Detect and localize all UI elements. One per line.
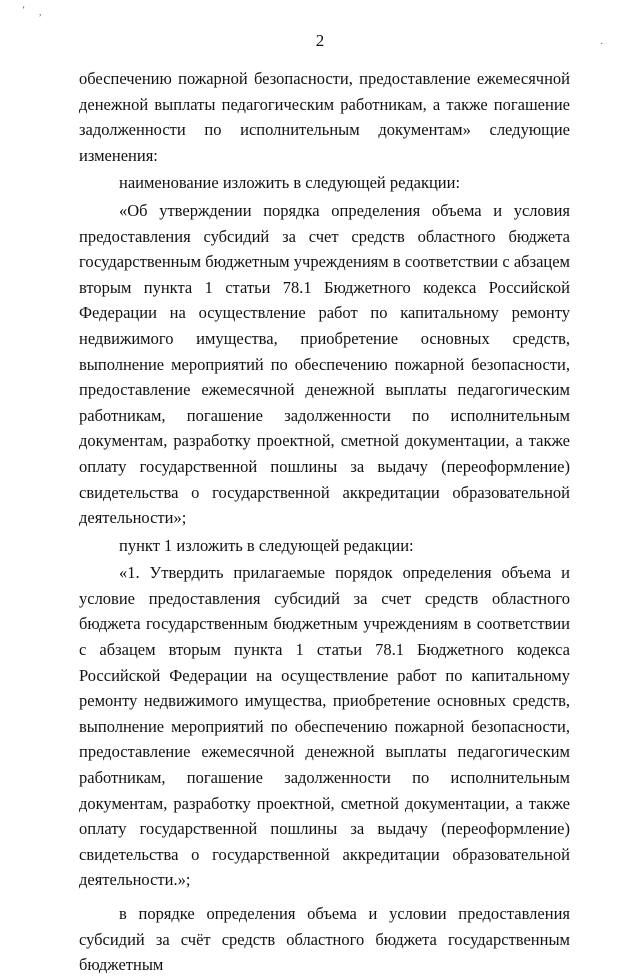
document-body [79, 66, 570, 978]
paragraph-procedure: в порядке определения объема и условии предоставления субсидий за счёт средств областного бюджета государственным бюджетным [79, 904, 570, 975]
scan-mark: · [600, 39, 604, 50]
scan-mark: ‘ [22, 5, 26, 16]
scan-mark: , [39, 7, 42, 18]
paragraph-continuation: обеспечению пожарной безопасности, предоставление ежемесячной денежной выплаты педагогическим работникам, а также погашение задолженности по исполнительным документам» следующие изменения: [79, 69, 570, 165]
paragraph-clause-text: «1. Утвердить прилагаемые порядок определения объема и условие предоставления субсидий за счет средств областного бюджета государственным бюджетным учреждениям в соответствии с абзацем вторым пункта 1 статьи 78.1 Бюджетного кодекса Российской Федерации на осуществление работ по капитальному ремонту недвижимого имущества, приобретение основных средств, выполнение мероприятий по обеспечению пожарной безопасности, предоставление ежемесячной денежной выплаты педагогическим работникам, погашение задолженности по исполнительным документам, разработку проектной, сметной документации, а также оплату государственной пошлины за выдачу (переоформление) свидетельства о государственной аккредитации образовательной деятельности.»; [79, 563, 570, 890]
paragraph-title-instruction: наименование изложить в следующей редакции: [119, 173, 461, 193]
paragraph-new-title: «Об утверждении порядка определения объема и условия предоставления субсидий за счет средств областного бюджета государственным бюджетным учреждениям в соответствии с абзацем вторым пункта 1 статьи 78.1 Бюджетного кодекса Российской Федерации на осуществление работ по капитальному ремонту недвижимого имущества, приобретение основных средств, выполнение мероприятий по обеспечению пожарной безопасности, предоставление ежемесячной денежной выплаты педагогическим работникам, погашение задолженности по исполнительным документам, разработку проектной, сметной документации, а также оплату государственной пошлины за выдачу (переоформление) свидетельства о государственной аккредитации образовательной деятельности»; [79, 200, 570, 528]
paragraph-clause-instruction: пункт 1 изложить в следующей редакции: [119, 535, 414, 555]
page-number: 2 [315, 31, 325, 50]
